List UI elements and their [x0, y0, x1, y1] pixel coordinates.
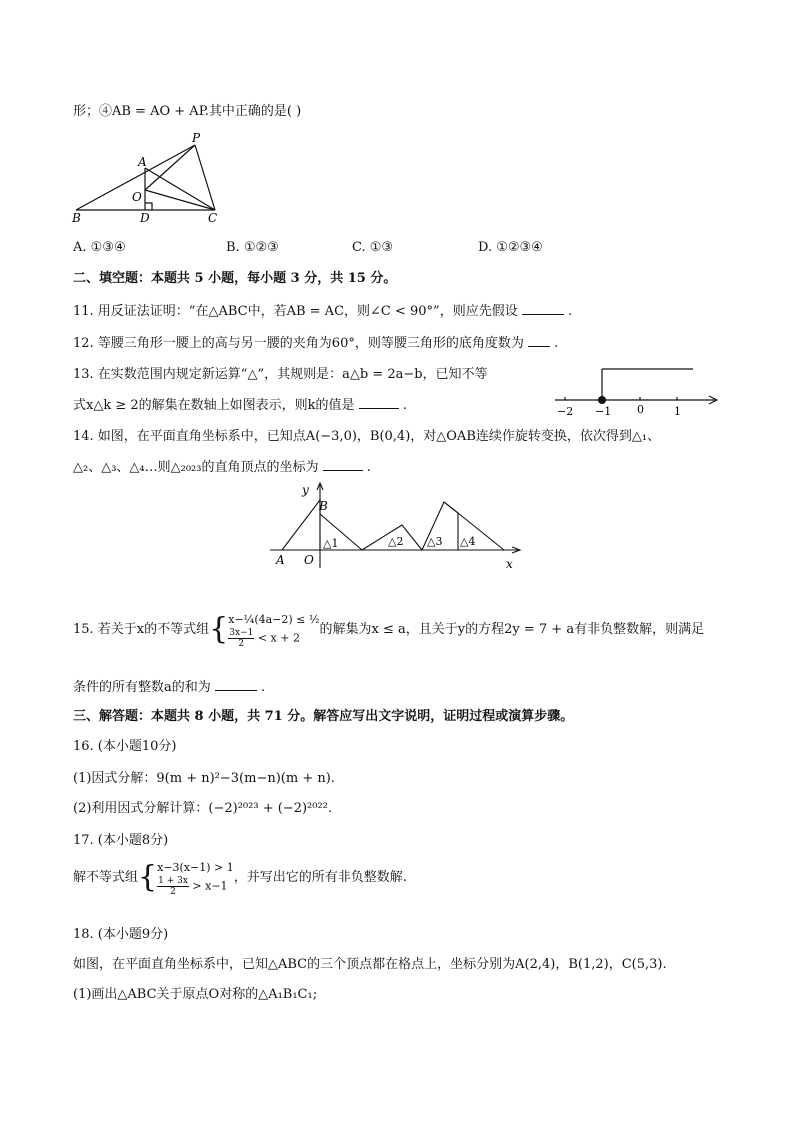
label-A: A: [138, 155, 147, 169]
tick-0: 0: [637, 403, 644, 416]
q18-title: 18. (本小题9分): [73, 927, 169, 942]
q16-part1: (1)因式分解：9(m + n)²−3(m−n)(m + n).: [73, 771, 335, 786]
tick-1: 1: [674, 405, 681, 418]
label-P: P: [192, 131, 201, 145]
q14-line2: △₂、△₃、△₄…则△₂₀₂₃的直角顶点的坐标为 .: [73, 460, 371, 475]
triangle-1-label: △1: [323, 537, 339, 550]
section2-title: 二、填空题：本题共 5 小题，每小题 3 分，共 15 分。: [73, 271, 397, 286]
tick-neg1: −1: [595, 405, 612, 418]
q10-triangle-figure: [70, 130, 230, 225]
q16-title: 16. (本小题10分): [73, 739, 177, 754]
axis-x-label: x: [506, 557, 513, 571]
label-C: C: [208, 211, 218, 225]
q13-line1: 13. 在实数范围内规定新运算“△”，其规则是：a△b = 2a−b，已知不等: [73, 367, 488, 382]
axis-y-label: y: [302, 483, 309, 497]
label-A: A: [276, 553, 285, 567]
q15-answer-blank[interactable]: [215, 678, 257, 691]
label-O: O: [132, 190, 142, 204]
q11-text: 11. 用反证法证明：“在△ABC中，若AB = AC，则∠C < 90°”，则应先假设: [73, 304, 518, 319]
q17-inequality-system: x−3(x−1) > 1 $\frac{1 + 3x}{2}$ > x−1: [157, 860, 234, 897]
option-c[interactable]: C. ①③: [352, 240, 394, 255]
tick-neg2: −2: [557, 405, 574, 418]
q11-answer-blank[interactable]: [522, 302, 564, 315]
option-b[interactable]: B. ①②③: [226, 240, 279, 255]
option-d[interactable]: D. ①②③④: [478, 240, 543, 255]
q13-line2: 式x△k ≥ 2的解集在数轴上如图表示，则k的值是 .: [73, 398, 407, 413]
q13-number-line: [555, 365, 725, 417]
q15-line1: 15. 若关于x的不等式组{x−¼(4a−2) ≤ ½ $\frac{3x-1}{2}$ < x + 2的解集为x ≤ a，且关于y的方程2y = 7 + a有非负整数解，则满足: [73, 611, 705, 649]
triangle-2-label: △2: [388, 535, 404, 548]
q17-title: 17. (本小题8分): [73, 833, 169, 848]
q17-body: 解不等式组{x−3(x−1) > 1 $\frac{1 + 3x}{2}$ > x−1，并写出它的所有非负整数解.: [73, 859, 407, 897]
q12: 12. 等腰三角形一腰上的高与另一腰的夹角为60°，则等腰三角形的底角度数为 .: [73, 336, 559, 351]
q14-line1: 14. 如图，在平面直角坐标系中，已知点A(−3,0)，B(0,4)，对△OAB连续作旋转变换，依次得到△₁、: [73, 429, 661, 444]
q18-line2: (1)画出△ABC关于原点O对称的△A₁B₁C₁;: [73, 987, 318, 1002]
q12-answer-blank[interactable]: [528, 334, 550, 347]
q11: 11. 用反证法证明：“在△ABC中，若AB = AC，则∠C < 90°”，则应先假设 .: [73, 304, 573, 319]
label-B: B: [72, 211, 81, 225]
q14-answer-blank[interactable]: [323, 458, 363, 471]
q18-line1: 如图，在平面直角坐标系中，已知△ABC的三个顶点都在格点上，坐标分别为A(2,4)，B(1,2)，C(5,3).: [73, 957, 667, 972]
label-B: B: [319, 499, 328, 513]
q10-tail: 形；④AB = AO + AP.其中正确的是( ): [73, 104, 302, 119]
q15-inequality-system: x−¼(4a−2) ≤ ½ $\frac{3x-1}{2}$ < x + 2: [228, 612, 320, 649]
section3-title: 三、解答题：本题共 8 小题，共 71 分。解答应写出文字说明，证明过程或演算步骤。: [73, 709, 574, 724]
q12-text: 12. 等腰三角形一腰上的高与另一腰的夹角为60°，则等腰三角形的底角度数为: [73, 336, 528, 351]
triangle-4-label: △4: [460, 535, 476, 548]
triangle-3-label: △3: [427, 535, 443, 548]
q16-part2: (2)利用因式分解计算：(−2)²⁰²³ + (−2)²⁰²².: [73, 801, 333, 816]
option-a[interactable]: A. ①③④: [73, 240, 126, 255]
q13-answer-blank[interactable]: [359, 396, 399, 409]
label-O: O: [304, 553, 314, 567]
label-D: D: [140, 211, 150, 225]
q15-line2: 条件的所有整数a的和为 .: [73, 680, 266, 695]
q14-rotation-figure: [270, 480, 530, 575]
